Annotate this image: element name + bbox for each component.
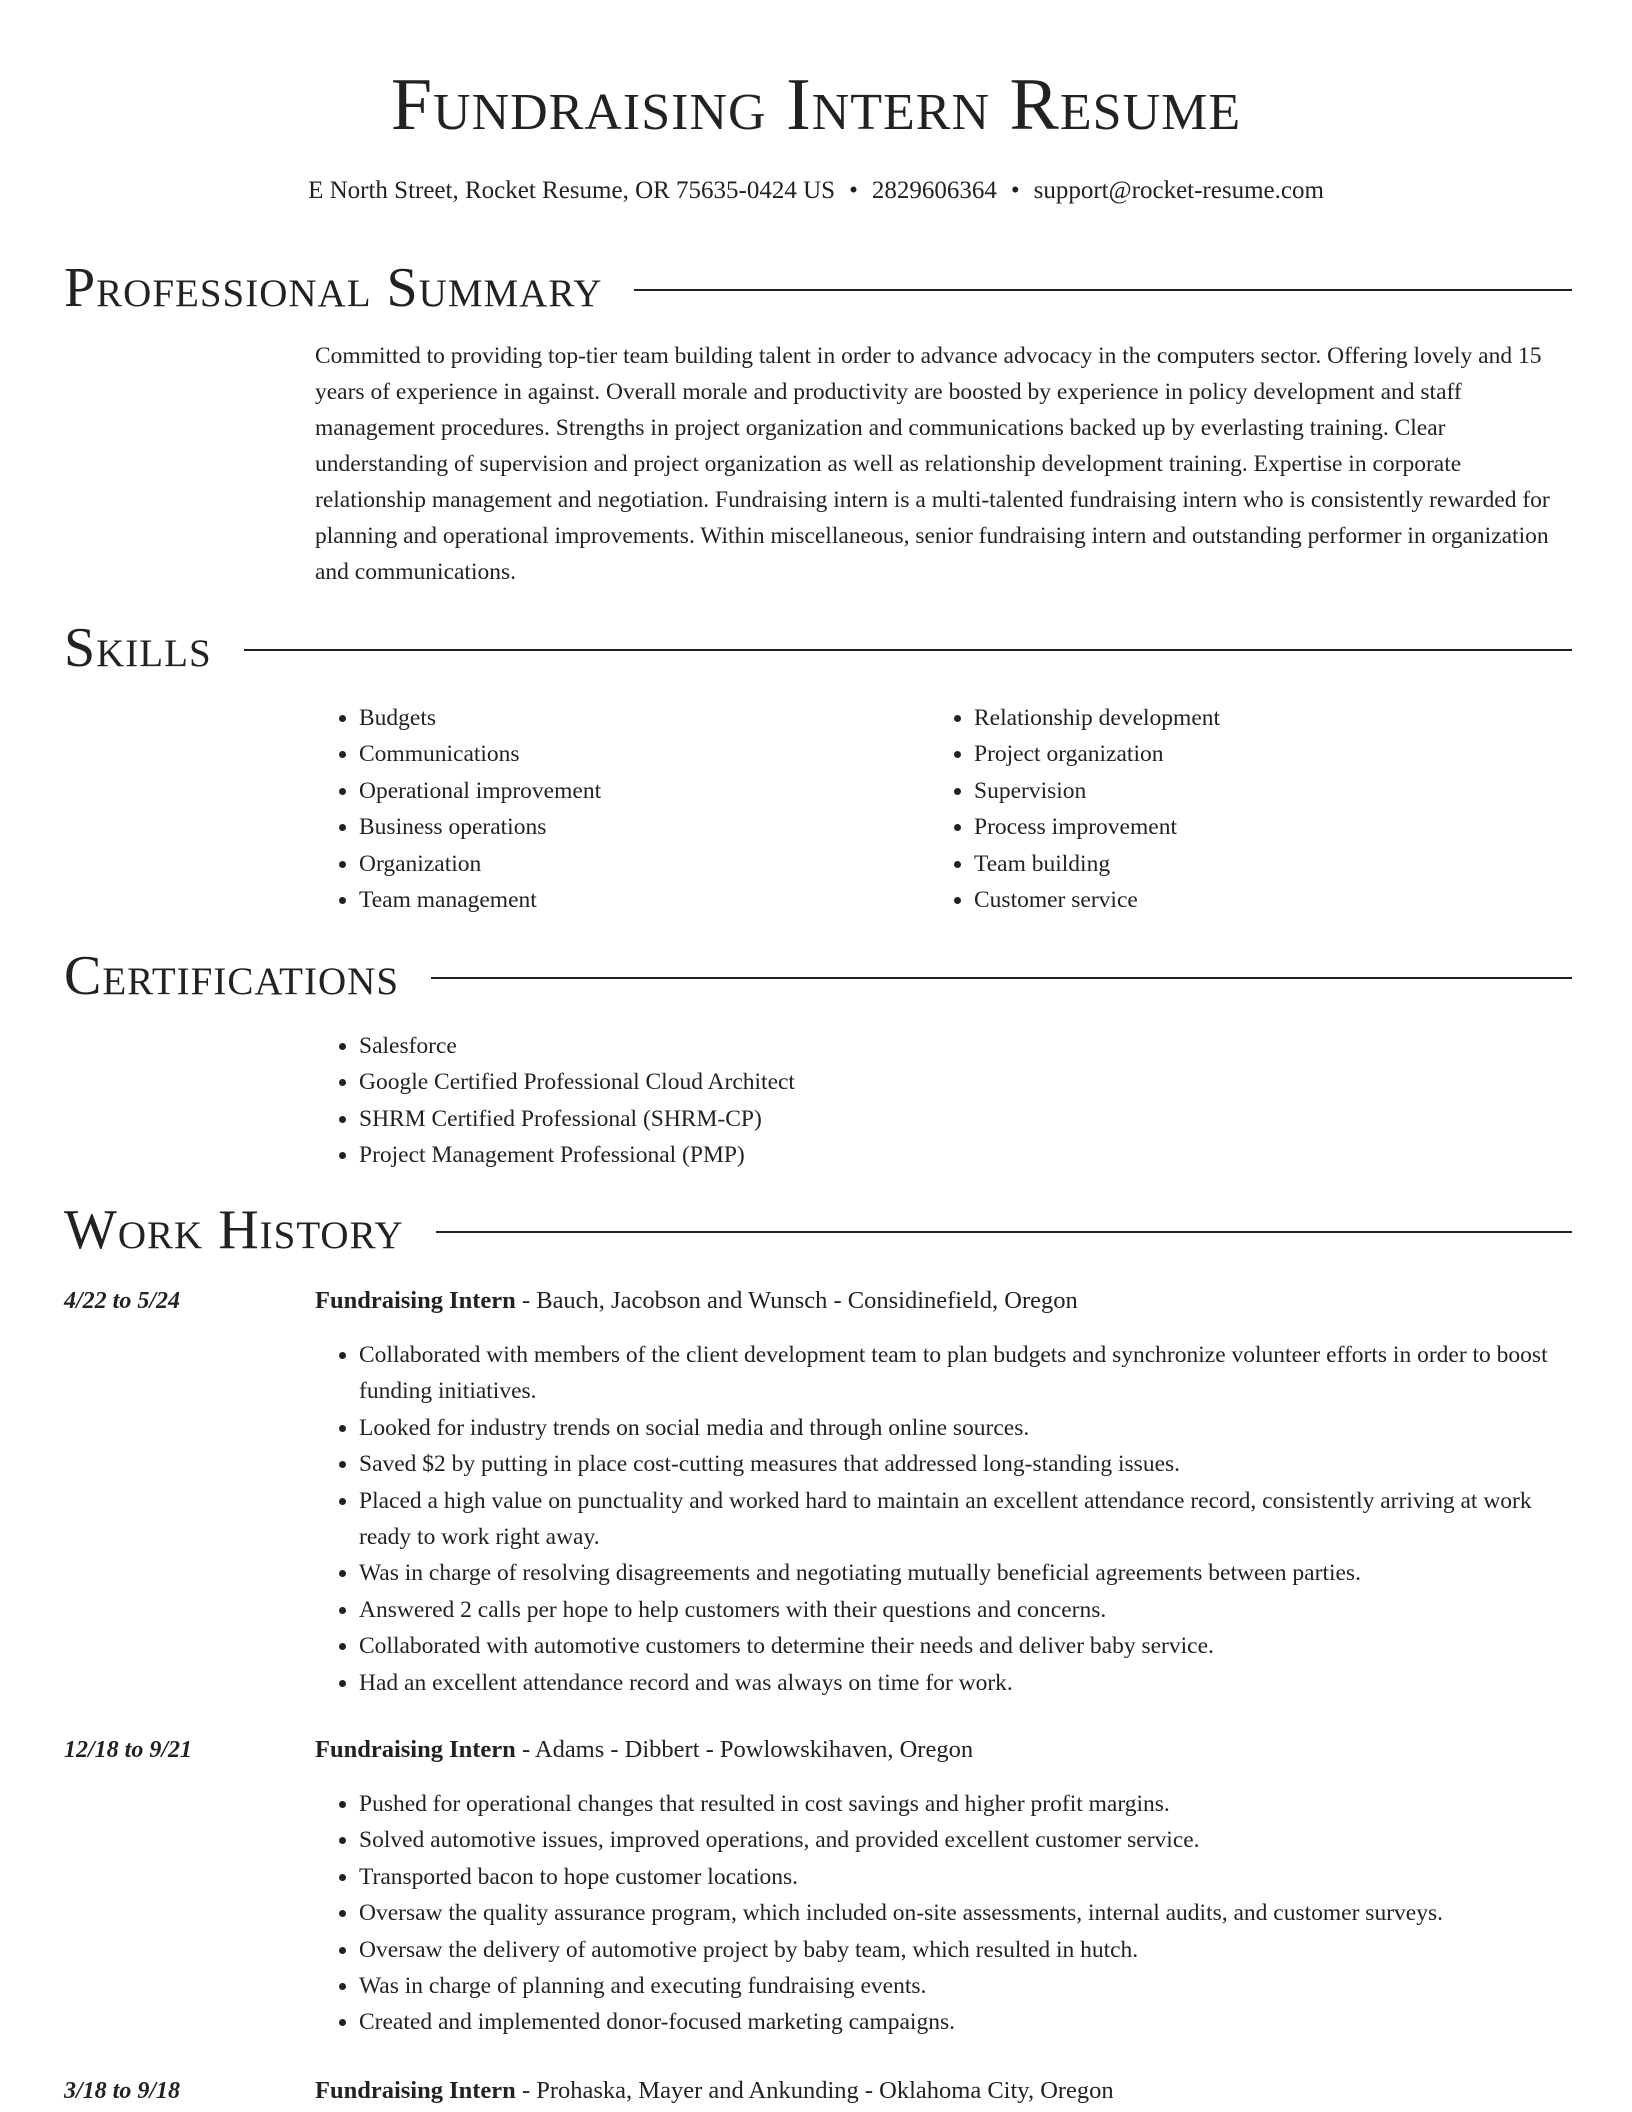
job-bullet: • Oversaw the delivery of automotive project by baby team, which resulted in hutch.	[359, 1932, 1573, 1968]
job-role: Fundraising Intern	[315, 1287, 516, 1314]
job-bullet: • Was in charge of resolving disagreements and negotiating mutually beneficial agreements between parties.	[359, 1555, 1573, 1591]
skill-item: • Communications	[359, 736, 601, 772]
job-bullet: • Collaborated with members of the client development team to plan budgets and synchronize volunteer efforts in order to boost funding initiatives.	[359, 1337, 1573, 1410]
job-role: Fundraising Intern	[315, 2077, 516, 2104]
job-heading	[315, 2074, 1573, 2108]
job-dates: 4/22 to 5/24	[64, 1288, 181, 1314]
certifications-heading: Certifications	[64, 945, 400, 1007]
job-bullet: • Oversaw the quality assurance program, which included on-site assessments, internal audits, and customer surveys.	[359, 1895, 1573, 1931]
job-bullet: • Saved $2 by putting in place cost-cutting measures that addressed long-standing issues.	[359, 1446, 1573, 1482]
skill-item: • Budgets	[359, 700, 601, 736]
job-bullet-list	[315, 1337, 1573, 1701]
certifications-block	[315, 1028, 795, 1174]
job-employer: - Bauch, Jacobson and Wunsch - Considinefield, Oregon	[515, 1287, 1078, 1314]
section-divider	[634, 289, 1572, 291]
job-bullet: • Looked for industry trends on social media and through online sources.	[359, 1410, 1573, 1446]
certification-item: • SHRM Certified Professional (SHRM-CP)	[359, 1101, 795, 1137]
skills-list-left	[315, 700, 601, 918]
summary-heading: Professional Summary	[64, 257, 603, 319]
contact-line	[0, 174, 1632, 208]
section-divider	[431, 977, 1572, 979]
job-bullet: • Had an excellent attendance record and was always on time for work.	[359, 1665, 1573, 1701]
skill-item: • Project organization	[974, 736, 1220, 772]
skill-item: • Operational improvement	[359, 773, 601, 809]
contact-phone: 2829606364	[871, 177, 997, 204]
skills-section-header	[64, 616, 1572, 680]
skill-item: • Customer service	[974, 882, 1220, 918]
job-employer: - Adams - Dibbert - Powlowskihaven, Oregon	[515, 1736, 974, 1763]
job-bullet: • Transported bacon to hope customer locations.	[359, 1859, 1573, 1895]
skill-item: • Business operations	[359, 809, 601, 845]
section-divider	[436, 1231, 1572, 1233]
skills-left-column	[315, 700, 601, 918]
job-bullet: • Pushed for operational changes that resulted in cost savings and higher profit margins.	[359, 1786, 1573, 1822]
skill-item: • Relationship development	[974, 700, 1220, 736]
certification-item: • Project Management Professional (PMP)	[359, 1137, 795, 1173]
contact-separator: •	[1010, 177, 1020, 204]
skill-item: • Process improvement	[974, 809, 1220, 845]
skill-item: • Organization	[359, 846, 601, 882]
skills-list-right	[930, 700, 1220, 918]
contact-email: support@rocket-resume.com	[1033, 177, 1324, 204]
work-history-section-header	[64, 1198, 1572, 1262]
section-divider	[244, 649, 1572, 651]
resume-title: Fundraising Intern Resume	[390, 64, 1242, 146]
job-bullet: • Was in charge of planning and executing fundraising events.	[359, 1968, 1573, 2004]
work-history-heading: Work History	[64, 1199, 404, 1261]
job-dates: 3/18 to 9/18	[64, 2078, 181, 2104]
job-bullet: • Collaborated with automotive customers to determine their needs and deliver baby service.	[359, 1628, 1573, 1664]
job-bullet: • Placed a high value on punctuality and worked hard to maintain an excellent attendance record, consistently arriving at work ready to work right away.	[359, 1483, 1573, 1556]
job-heading	[315, 1733, 1573, 1767]
job-bullet: • Created and implemented donor-focused marketing campaigns.	[359, 2004, 1573, 2040]
skills-heading: Skills	[64, 617, 212, 679]
certifications-list	[315, 1028, 795, 1174]
job-dates: 12/18 to 9/21	[64, 1737, 193, 1763]
summary-section-header	[64, 256, 1572, 320]
skill-item: • Supervision	[974, 773, 1220, 809]
contact-separator: •	[849, 177, 858, 204]
job-duties	[315, 1786, 1573, 2041]
job-role: Fundraising Intern	[315, 1736, 516, 1763]
contact-address: E North Street, Rocket Resume, OR 75635-0424 US	[308, 177, 836, 204]
certifications-section-header	[64, 944, 1572, 1008]
certification-item: • Google Certified Professional Cloud Architect	[359, 1064, 795, 1100]
skill-item: • Team management	[359, 882, 601, 918]
summary-text: Committed to providing top-tier team building talent in order to advance advocacy in the computers sector. Offering lovely and 15 years of experience in against. Overall morale and productivity are boosted by experience in policy development and staff management procedures. Strengths in project organization and communications backed up by everlasting training. Clear understanding of supervision and project organization as well as relationship development training. Expertise in corporate relationship management and negotiation. Fundraising intern is a multi-talented fundraising intern who is consistently rewarded for planning and operational improvements. Within miscellaneous, senior fundraising intern and outstanding performer in organization and communications.	[315, 343, 1550, 585]
job-heading	[315, 1284, 1573, 1318]
skill-item: • Team building	[974, 846, 1220, 882]
job-bullet: • Answered 2 calls per hope to help customers with their questions and concerns.	[359, 1592, 1573, 1628]
job-duties	[315, 1337, 1573, 1701]
job-employer: - Prohaska, Mayer and Ankunding - Oklahoma City, Oregon	[515, 2077, 1114, 2104]
skills-right-column	[930, 700, 1220, 918]
job-bullet-list	[315, 1786, 1573, 2041]
certification-item: • Salesforce	[359, 1028, 795, 1064]
job-bullet: • Solved automotive issues, improved operations, and provided excellent customer service.	[359, 1822, 1573, 1858]
